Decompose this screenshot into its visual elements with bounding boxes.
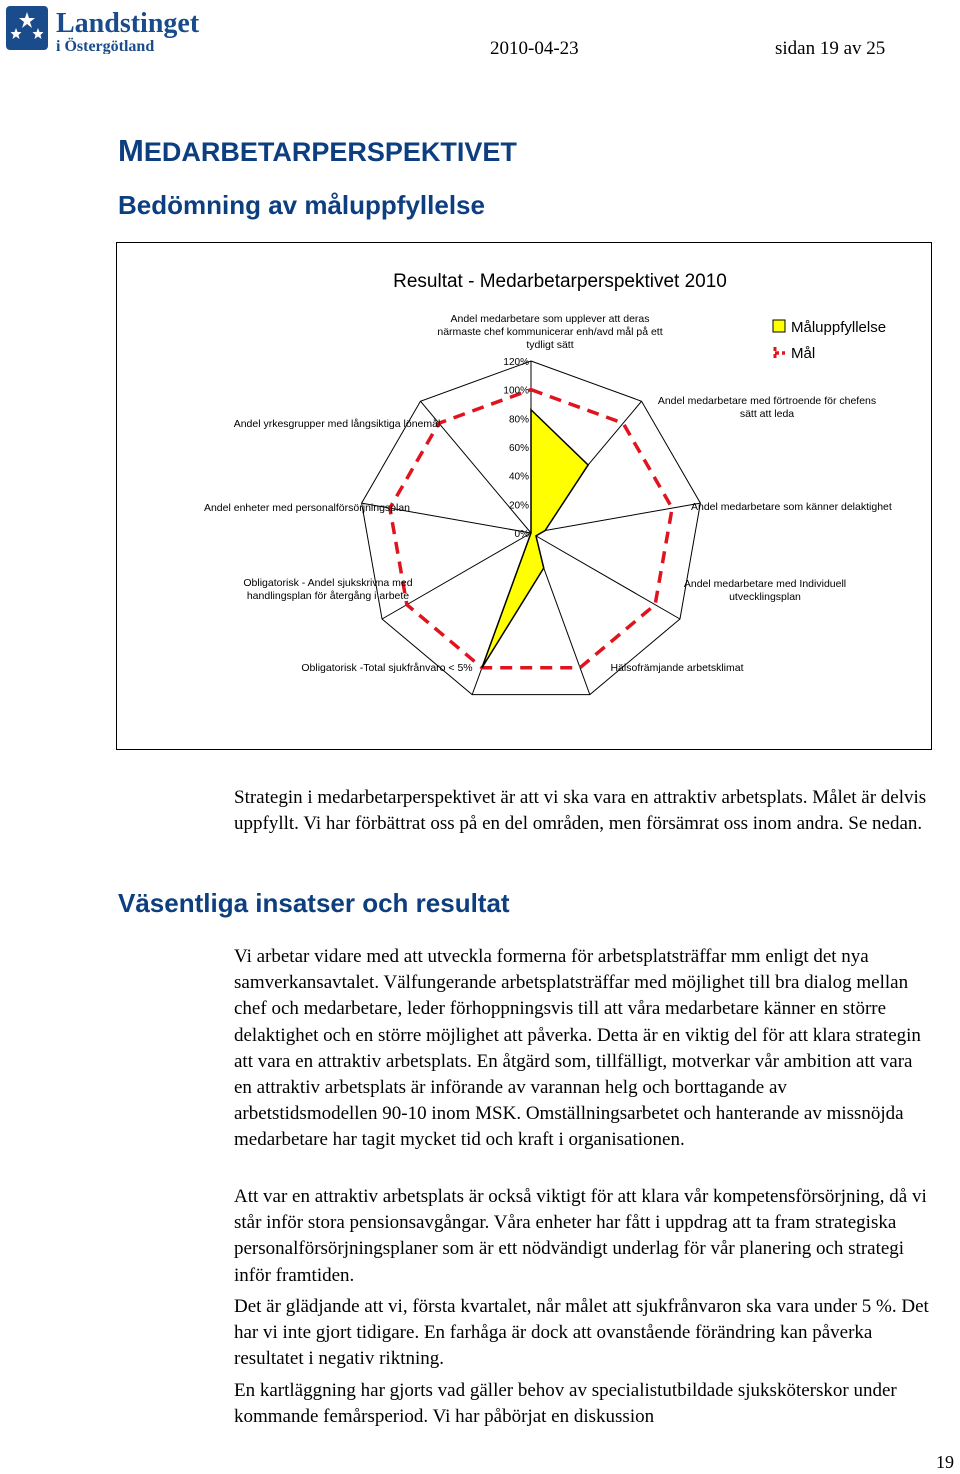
radial-tick-0pct: 0% <box>514 529 529 540</box>
axis-label-2-line-1: Andel medarbetare med förtroende för chefens <box>657 395 877 407</box>
header-page-label: sidan 19 av 25 <box>775 38 886 59</box>
heading-medarbetarperspektivet <box>118 133 517 169</box>
radial-tick-60pct: 60% <box>508 443 529 454</box>
axis-label-1-line-3: tydligt sätt <box>526 339 574 351</box>
axis-label-8-line-1: Andel enheter med personalförsörjningsplan <box>203 502 411 514</box>
radial-tick-120pct: 120% <box>503 357 529 368</box>
axis-label-9-line-1: Andel yrkesgrupper med långsiktiga lönemål <box>233 418 441 430</box>
axis-label-7-line-2: handlingsplan för återgång i arbete <box>246 590 410 602</box>
series-maluppfyllelse-polygon <box>482 410 588 668</box>
heading-bedomning: Bedömning av måluppfyllelse <box>118 190 485 220</box>
footer-page-number: 19 <box>936 1452 954 1472</box>
radial-tick-100pct: 100% <box>503 385 529 397</box>
radial-tick-20pct: 20% <box>508 500 529 512</box>
axis-label-4-line-2: utvecklingsplan <box>729 591 801 603</box>
legend-label-mal: Mål <box>791 345 816 362</box>
axis-label-5-line-1: Hälsofrämjande arbetsklimat <box>610 662 744 674</box>
heading-initial: M <box>118 133 144 168</box>
landstinget-logo <box>2 2 242 54</box>
axis-label-4-line-1: Andel medarbetare med Individuell <box>683 578 847 590</box>
radial-tick-80pct: 80% <box>508 414 529 426</box>
axis-label-3-line-1: Andel medarbetare som känner delaktighet <box>691 501 892 513</box>
axis-label-7-line-1: Obligatorisk - Andel sjukskrivna med <box>243 577 413 589</box>
radar-chart <box>117 243 933 751</box>
logo-line-2: i Östergötland <box>56 38 155 54</box>
axis-label-1-line-2: närmaste chef kommunicerar enh/avd mål på ett <box>437 326 663 338</box>
chart-title: Resultat - Medarbetarperspektivet 2010 <box>393 271 727 292</box>
paragraph-sjukfranvaro: Det är glädjande att vi, första kvartalet, når målet att sjukfrånvaron ska vara under 5 %. Det har vi inte gjort tidigare. En farhåga är dock att ovanstående förändring kan påverka resultatet i negativ riktning. <box>234 1296 929 1370</box>
paragraph-kartlaggning: En kartläggning har gjorts vad gäller behov av specialistutbildade sjuksköterskor under kommande femårsperiod. Vi har påbörjat en diskussion <box>234 1380 897 1428</box>
radar-spoke-4 <box>531 533 680 619</box>
logo-line-1: Landstinget <box>56 8 200 39</box>
logo-emblem <box>6 6 48 50</box>
radar-chart-frame <box>116 242 932 750</box>
paragraph-arbetsplatstraffar: Vi arbetar vidare med att utveckla formerna för arbetsplatsträffar mm enligt det nya samverkansavtalet. Välfungerande arbetsplatsträffar med möjlighet till bra dialog mellan chef och medarbetare, leder förhoppningsvis till att våra medarbetare känner en större delaktighet och en större möjlighet att påverka. Detta är en viktig del för att klara strategin att vara en attraktiv arbetsplats. En åtgärd som, tillfälligt, motverkar vår ambition att vara en attraktiv arbetsplats är införande av varannan helg och borttagande av arbetstidsmodellen 90-10 inom MSK. Omställningsarbetet och hanterande av missnöjda medarbetare har tagit mycket tid och kraft i organisationen. <box>234 946 921 1151</box>
legend-swatch-maluppfyllelse <box>773 320 785 332</box>
heading-rest: EDARBETARPERSPEKTIVET <box>143 137 517 167</box>
radial-tick-40pct: 40% <box>508 471 529 483</box>
paragraph-kompetensforsorjning: Att var en attraktiv arbetsplats är också viktigt för att klara vår kompetensförsörjning, då vi står inför stora pensionsavgångar. Våra enheter har fått i uppdrag att ta fram strategiska personalförsörjningsplaner som är ett nödvändigt underlag för vår planering och strategi inför framtiden. <box>234 1186 927 1286</box>
legend-label-maluppfyllelse: Måluppfyllelse <box>791 319 887 336</box>
axis-label-1-line-1: Andel medarbetare som upplever att deras <box>450 313 650 325</box>
axis-label-6-line-1: Obligatorisk -Total sjukfrånvaro < 5% <box>301 662 473 674</box>
axis-label-2-line-2: sätt att leda <box>739 408 795 420</box>
paragraph-strategy: Strategin i medarbetarperspektivet är att vi ska vara en attraktiv arbetsplats. Målet är delvis uppfyllt. Vi har förbättrat oss på en del områden, men försämrat oss inom andra. Se nedan. <box>234 787 927 835</box>
heading-vasentliga-insatser: Väsentliga insatser och resultat <box>118 888 510 918</box>
header-date: 2010-04-23 <box>490 38 579 59</box>
